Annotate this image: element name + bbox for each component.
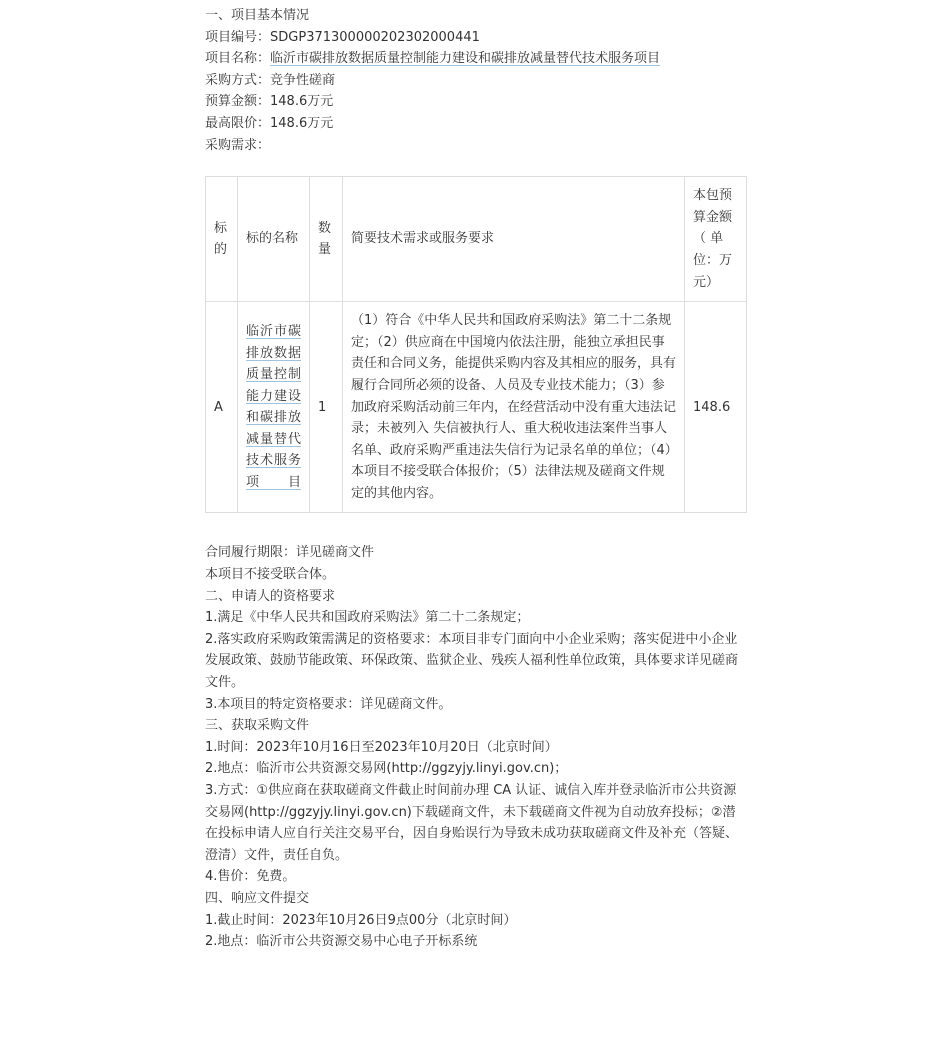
procurement-demand-label: 采购需求： — [205, 137, 271, 153]
header-requirements: 简要技术需求或服务要求 — [343, 177, 685, 302]
table-header-row — [206, 177, 747, 302]
table-row — [206, 302, 747, 513]
header-lot-name: 标的名称 — [238, 177, 310, 302]
submission-place: 2.地点：临沂市公共资源交易中心电子开标系统 — [205, 934, 478, 950]
max-price-label: 最高限价： — [205, 115, 271, 131]
obtain-place: 2.地点：临沂市公共资源交易网(http://ggzyjy.linyi.gov.cn)； — [205, 761, 568, 777]
cell-lot-name — [238, 302, 310, 513]
procurement-method-value: 竞争性磋商 — [270, 72, 336, 88]
section-heading-basic-info: 一、项目基本情况 — [205, 8, 310, 23]
max-price-line — [205, 113, 746, 135]
budget-amount-value: 148.6万元 — [270, 94, 334, 110]
budget-amount-line — [205, 91, 746, 113]
obtain-method: 3.方式：①供应商在获取磋商文件截止时间前办理 CA 认证、诚信入库并登录临沂市公共资源交易网(http://ggzyjy.linyi.gov.cn)下载磋商文件，未下载磋商文件视为自动放弃投标；②潜在投标申请人应自行关注交易平台，因自身贻误行为导致未成功获取磋商文件及补充（答疑、澄清）文件，责任自负。 — [205, 783, 739, 863]
project-number-line — [205, 27, 746, 49]
qualification-item-1: 1.满足《中华人民共和国政府采购法》第二十二条规定； — [205, 610, 530, 626]
project-number-label: 项目编号： — [205, 29, 271, 45]
procurement-method-label: 采购方式： — [205, 72, 271, 88]
budget-amount-label: 预算金额： — [205, 94, 271, 110]
project-number-value: SDGP371300000202302000441 — [270, 29, 480, 45]
contract-term: 合同履行期限：详见磋商文件 — [205, 545, 375, 561]
document-price: 4.售价：免费。 — [205, 869, 296, 885]
header-lot: 标的 — [206, 177, 238, 302]
procurement-requirements-table — [205, 176, 747, 513]
obtain-time: 1.时间：2023年10月16日至2023年10月20日（北京时间） — [205, 739, 558, 755]
qualification-item-3: 3.本项目的特定资格要求：详见磋商文件。 — [205, 696, 452, 712]
qualification-item-2: 2.落实政府采购政策需满足的资格要求：本项目非专门面向中小企业采购；落实促进中小企业发展政策、鼓励节能政策、环保政策、监狱企业、残疾人福利性单位政策，具体要求详见磋商文件。 — [205, 631, 739, 691]
cell-quantity: 1 — [310, 302, 343, 513]
procurement-method-line — [205, 70, 746, 92]
max-price-value: 148.6万元 — [270, 115, 334, 131]
lot-name-link[interactable]: 临沂市碳排放数据质量控制能力建设和碳排放减量替代技术服务项目 — [246, 323, 301, 491]
section-heading-submission: 四、响应文件提交 — [205, 890, 310, 906]
project-name-label: 项目名称： — [205, 51, 271, 67]
header-quantity: 数量 — [310, 177, 343, 302]
cell-budget: 148.6 — [685, 302, 747, 513]
section-heading-obtain-documents: 三、获取采购文件 — [205, 718, 310, 734]
submission-deadline: 1.截止时间：2023年10月26日9点00分（北京时间） — [205, 912, 517, 928]
header-budget: 本包预算金额（ 单位：万元） — [685, 177, 747, 302]
section-heading-qualifications: 二、申请人的资格要求 — [205, 588, 336, 604]
project-name-link[interactable]: 临沂市碳排放数据质量控制能力建设和碳排放减量替代技术服务项目 — [270, 51, 661, 67]
announcement-content — [205, 5, 746, 953]
project-name-line — [205, 48, 746, 70]
cell-requirements: （1）符合《中华人民共和国政府采购法》第二十二条规定；（2）供应商在中国境内依法注册，能独立承担民事责任和合同义务，能提供采购内容及其相应的服务，具有履行合同所必须的设备、人员及专业技术能力；（3）参加政府采购活动前三年内，在经营活动中没有重大违法记录；未被列入 失信被执行人、重大税收违法案件当事人名单、政府采购严重违法失信行为记录名单的单位；（4）本项目不接受联合体报价；（5）法律法规及磋商文件规定的其他内容。 — [343, 302, 685, 513]
consortium-note: 本项目不接受联合体。 — [205, 567, 336, 583]
cell-lot: A — [206, 302, 238, 513]
